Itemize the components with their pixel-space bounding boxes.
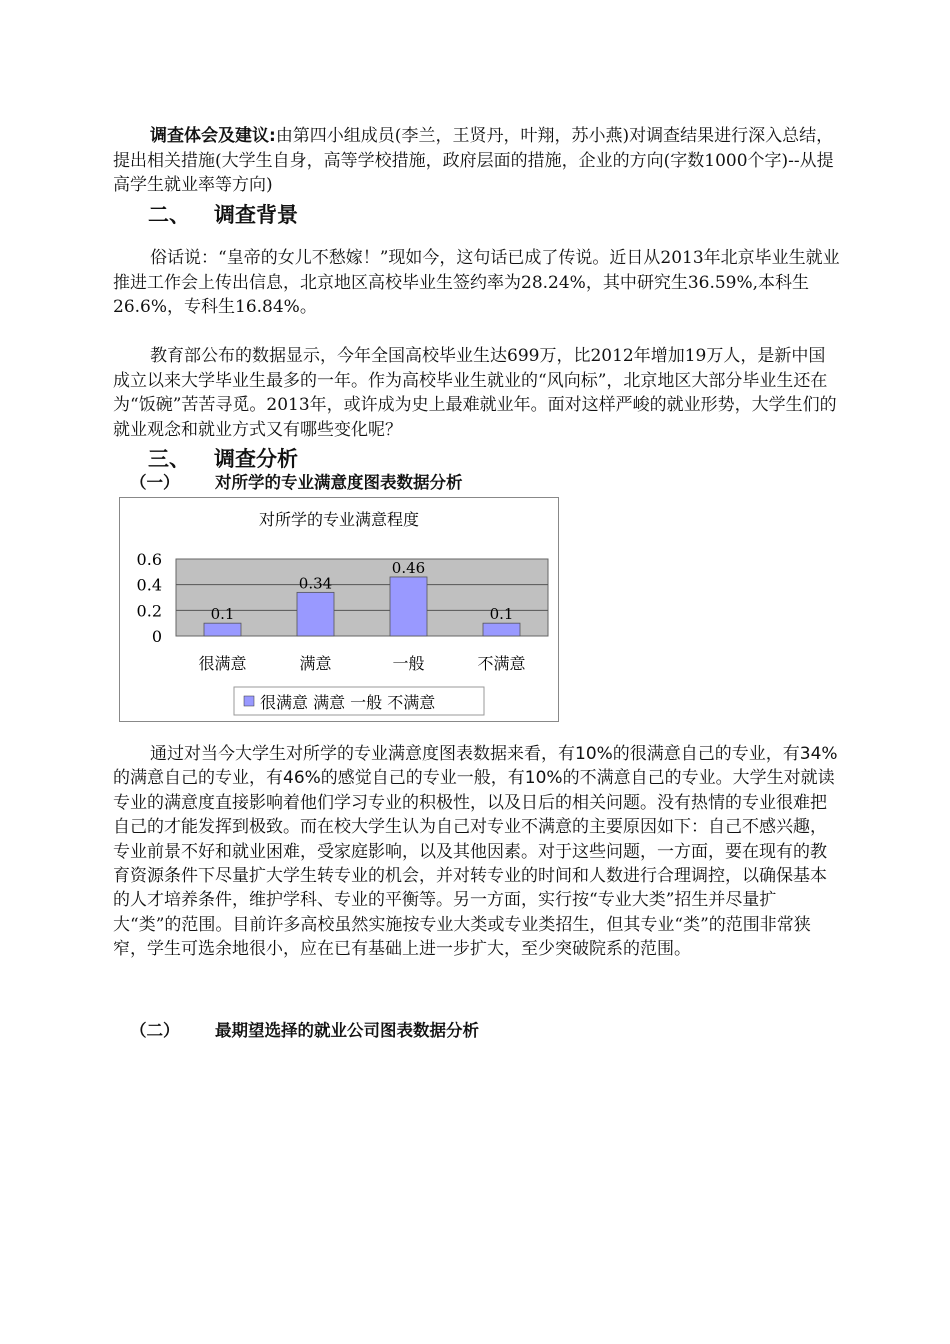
bar: [297, 592, 334, 636]
x-tick-label: 满意: [299, 654, 332, 673]
section-number: 三、: [148, 447, 190, 471]
bar: [483, 623, 520, 636]
section-heading-background: [148, 199, 298, 229]
analysis-text: 的感觉自己的专业一般，有: [320, 768, 525, 789]
summary-text: 由第四小组成员(李兰，王贤丹，叶翔，苏小燕)对调查结果进行深入总结，提出相关措施(大学生自身，高等学校措施，政府层面的措施，企业的方向(字数1000个字)--从提高学生就业率等方向): [113, 126, 834, 195]
y-tick-label: 0: [151, 627, 162, 646]
x-tick-label: 很满意: [198, 654, 247, 673]
analysis-text: 的不满意自己的专业。大学生对就读专业的满意度直接影响着他们学习专业的积极性，以及日后的相关问题。没有热情的专业很难把自己的才能发挥到极致。而在校大学生认为自己对专业不满意的主要原因如下：自己不感兴趣，专业前景不好和就业困难，受家庭影响，以及其他因素。对于这些问题，一方面，要在现有的教育资源条件下尽量扩大学生转专业的机会，并对转专业的时间和人数进行合理调控，以确保基本的人才培养条件，维护学科、专业的平衡等。另一方面，实行按“专业大类”招生并尽量扩大“类”的范围。目前许多高校虽然实施按专业大类或专业类招生，但其专业“类”的范围非常狭窄，学生可选余地很小，应在已有基础上进一步扩大，至少突破院系的范围。: [113, 768, 835, 960]
percent-value: 46%: [283, 768, 321, 789]
chart-svg: [120, 498, 558, 721]
x-tick-label: 一般: [392, 654, 425, 673]
summary-label: 调查体会及建议:: [150, 126, 276, 146]
background-paragraph-1: 俗话说：“皇帝的女儿不愁嫁！”现如今，这句话已成了传说。近日从2013年北京毕业生就业推进工作会上传出信息，北京地区高校毕业生签约率为28.24%，其中研究生36.59%,本科生26.6%，专科生16.84%。: [113, 248, 840, 317]
percent-value: 10%: [575, 744, 613, 764]
legend-text: 很满意 满意 一般 不满意: [260, 693, 436, 712]
analysis-text: 通过对当今大学生对所学的专业满意度图表数据来看，有: [150, 744, 575, 764]
subsection-heading-1: [130, 469, 463, 493]
section-number: 二、: [148, 203, 190, 227]
y-tick-label: 0.2: [136, 601, 162, 621]
x-tick-label: 不满意: [477, 654, 526, 673]
section-title: 调查背景: [214, 203, 298, 227]
data-label: 0.1: [210, 605, 235, 624]
bar: [204, 623, 241, 636]
percent-value: 34%: [799, 744, 838, 764]
analysis-text: 的满意自己的专业，有: [113, 768, 283, 789]
analysis-text: 的很满意自己的专业，有: [612, 744, 800, 764]
background-paragraph-2: 教育部公布的数据显示，今年全国高校毕业生达699万，比2012年增加19万人，是新中国成立以来大学毕业生最多的一年。作为高校毕业生就业的“风向标”，北京地区大部分毕业生还在为“饭碗”苦苦寻觅。2013年，或许成为史上最难就业年。面对这样严峻的就业形势，大学生们的就业观念和就业方式又有哪些变化呢？: [113, 346, 837, 440]
subsection-heading-2: [130, 1017, 479, 1041]
subsection-title: 最期望选择的就业公司图表数据分析: [215, 1021, 479, 1040]
summary-paragraph: [113, 124, 841, 198]
chart-title: 对所学的专业满意程度: [258, 510, 420, 529]
y-tick-label: 0.6: [136, 550, 162, 569]
subsection-title: 对所学的专业满意度图表数据分析: [215, 473, 463, 492]
data-label: 0.1: [489, 605, 514, 624]
subsection-number: （二）: [130, 1021, 180, 1040]
legend-swatch: [244, 696, 254, 706]
subsection-number: （一）: [130, 473, 180, 492]
satisfaction-chart: [119, 497, 559, 722]
y-tick-label: 0.4: [136, 575, 162, 595]
bar: [390, 577, 427, 636]
data-label: 0.34: [298, 574, 333, 593]
data-label: 0.46: [391, 558, 426, 577]
percent-value: 10%: [524, 768, 563, 789]
analysis-paragraph: [113, 742, 841, 962]
section-title: 调查分析: [214, 447, 298, 471]
